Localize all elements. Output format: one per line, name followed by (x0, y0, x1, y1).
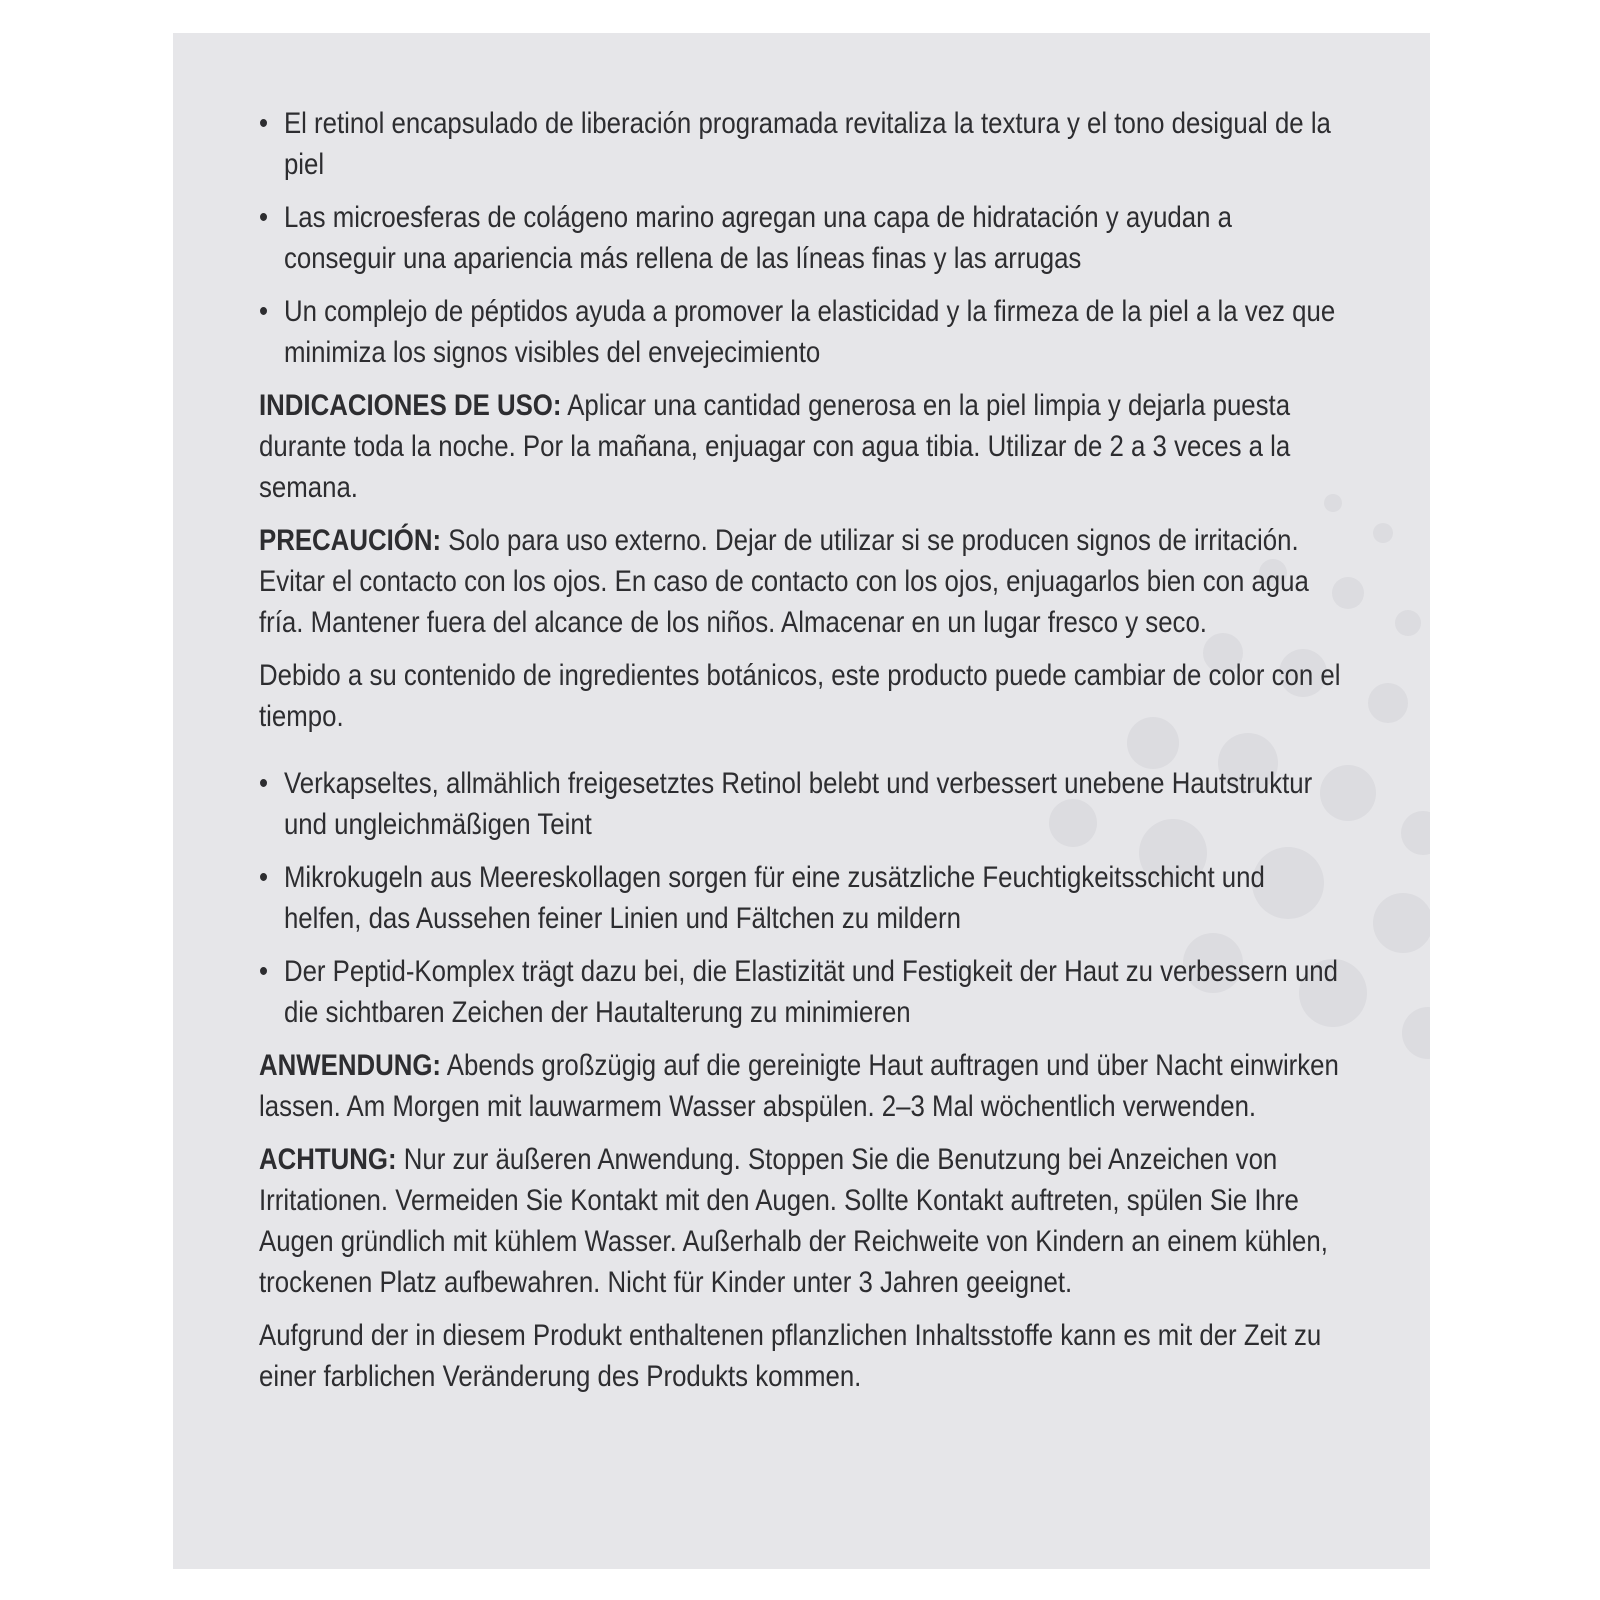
de-caution-label: ACHTUNG: (259, 1143, 397, 1176)
de-directions-label: ANWENDUNG: (259, 1049, 442, 1082)
es-directions-label: INDICACIONES DE USO: (259, 389, 562, 422)
es-directions-text: Aplicar una cantidad generosa en la piel limpia y dejarla puesta durante toda la noche. Por la mañana, enjuagar con agua tibia. Utilizar de 2 a 3 veces a la semana. (259, 389, 1291, 504)
es-directions (259, 385, 1349, 508)
es-caution-text: Solo para uso externo. Dejar de utilizar si se producen signos de irritación. Evitar el contacto con los ojos. En caso de contacto con los ojos, enjuagarlos bien con agua fría. Mantener fuera del alcance de los niños. Almacenar en un lugar fresco y seco. (259, 524, 1309, 639)
es-bullet-3: • Un complejo de péptidos ayuda a promover la elasticidad y la firmeza de la piel a la vez que minimiza los signos visibles del envejecimiento (259, 291, 1349, 373)
es-caution (259, 520, 1349, 643)
es-caution-label: PRECAUCIÓN: (259, 524, 442, 557)
es-bullet-1: • El retinol encapsulado de liberación programada revitaliza la textura y el tono desigual de la piel (259, 103, 1349, 185)
de-caution-text: Nur zur äußeren Anwendung. Stoppen Sie die Benutzung bei Anzeichen von Irritationen. Vermeiden Sie Kontakt mit den Augen. Sollte Kontakt auftreten, spülen Sie Ihre Augen gründlich mit kühlem Wasser. Außerhalb der Reichweite von Kindern an einem kühlen, trockenen Platz aufbewahren. Nicht für Kinder unter 3 Jahren geeignet. (259, 1143, 1328, 1299)
de-bullet-1: • Verkapseltes, allmählich freigesetztes Retinol belebt und verbessert unebene Hautstruktur und ungleichmäßigen Teint (259, 763, 1349, 845)
de-directions (259, 1045, 1349, 1127)
de-bullet-3: • Der Peptid-Komplex trägt dazu bei, die Elastizität und Festigkeit der Haut zu verbessern und die sichtbaren Zeichen der Hautalterung zu minimieren (259, 951, 1349, 1033)
de-caution (259, 1139, 1349, 1303)
de-note: Aufgrund der in diesem Produkt enthaltenen pflanzlichen Inhaltsstoffe kann es mit der Zeit zu einer farblichen Veränderung des Produkts kommen. (259, 1319, 1322, 1393)
de-directions-text: Abends großzügig auf die gereinigte Haut auftragen und über Nacht einwirken lassen. Am Morgen mit lauwarmem Wasser abspülen. 2–3 Mal wöchentlich verwenden. (259, 1049, 1339, 1123)
es-bullet-2: • Las microesferas de colágeno marino agregan una capa de hidratación y ayudan a conseguir una apariencia más rellena de las líneas finas y las arrugas (259, 197, 1349, 279)
label-text (259, 103, 1349, 1409)
label-panel (173, 33, 1430, 1569)
de-bullet-2: • Mikrokugeln aus Meereskollagen sorgen für eine zusätzliche Feuchtigkeitsschicht und helfen, das Aussehen feiner Linien und Fältchen zu mildern (259, 857, 1349, 939)
es-note: Debido a su contenido de ingredientes botánicos, este producto puede cambiar de color con el tiempo. (259, 659, 1341, 733)
